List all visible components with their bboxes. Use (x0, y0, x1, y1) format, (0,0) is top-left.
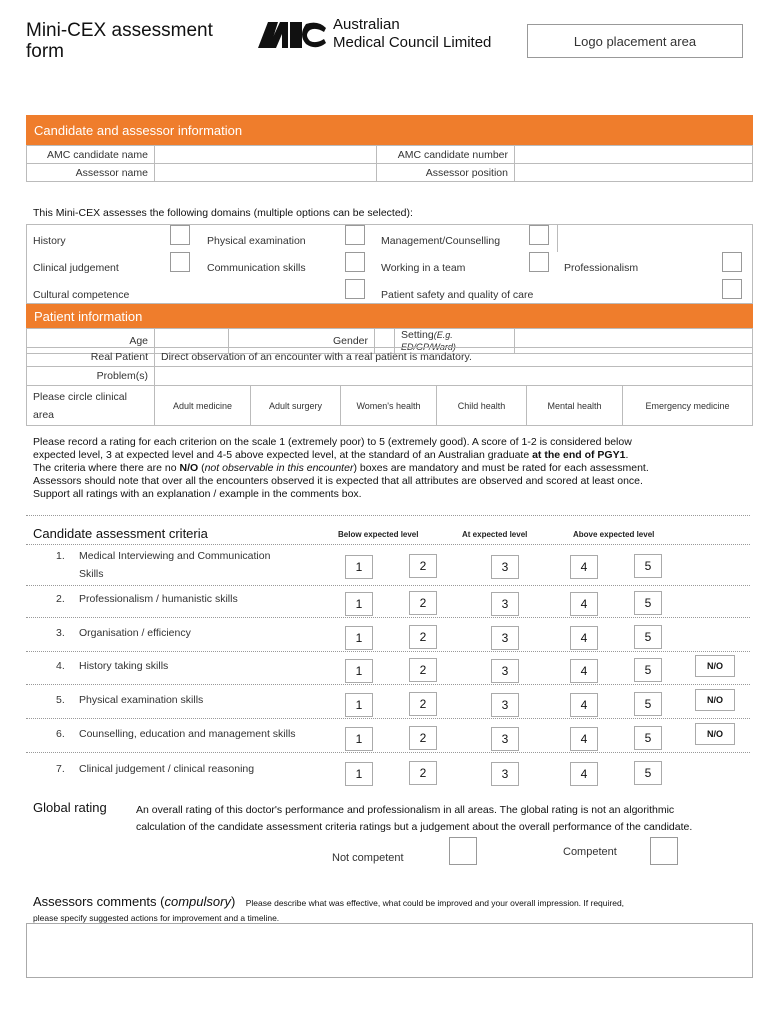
instructions-line1: Please record a rating for each criterion on the scale 1 (extremely poor) to 5 (extremely good). A score of 1-2 is considered below (33, 436, 632, 448)
area-adult-medicine[interactable]: Adult medicine (155, 386, 251, 426)
score-box-2[interactable]: 2 (409, 726, 437, 750)
score-box-5[interactable]: 5 (634, 726, 662, 750)
domain-cultural: Cultural competence (33, 289, 130, 301)
above-expected-label: Above expected level (573, 530, 655, 539)
score-box-1[interactable]: 1 (345, 762, 373, 786)
rating-instructions (33, 436, 733, 501)
comments-textarea[interactable] (26, 923, 753, 978)
criterion-label (79, 590, 238, 608)
setting-hint: (E.g. ED/GP/Ward) (401, 330, 456, 352)
domain-cultural-checkbox[interactable] (345, 279, 365, 299)
not-competent-checkbox[interactable] (449, 837, 477, 865)
criterion-row-rule (26, 585, 750, 586)
comments-compulsory: compulsory (164, 894, 231, 909)
comments-text1: Please describe what was effective, what could be improved and your overall impression. If required, (245, 898, 625, 908)
score-box-4[interactable]: 4 (570, 727, 598, 751)
criterion-number: 5. (56, 694, 65, 706)
criterion-label-line1: Organisation / efficiency (79, 627, 191, 639)
criterion-row-rule (26, 684, 750, 685)
age-label: Age (27, 329, 155, 354)
assessor-position-label: Assessor position (377, 164, 515, 182)
form-title-line1: Mini-CEX assessment (26, 20, 213, 41)
score-box-4[interactable]: 4 (570, 555, 598, 579)
comments-text2: please specify suggested actions for improvement and a timeline. (33, 913, 280, 923)
clinical-area-table (26, 385, 753, 426)
comments-heading (33, 893, 753, 923)
area-child-health[interactable]: Child health (437, 386, 527, 426)
assessor-name-label: Assessor name (27, 164, 155, 182)
problems-field[interactable] (155, 367, 753, 386)
score-box-5[interactable]: 5 (634, 554, 662, 578)
score-box-3[interactable]: 3 (491, 659, 519, 683)
criterion-label-line1: Medical Interviewing and Communication (79, 550, 271, 562)
global-rating-line2: calculation of the candidate assessment criteria ratings but a judgement about the overall performance of the candidate. (136, 821, 693, 833)
global-rating-line1: An overall rating of this doctor's performance and professionalism in all areas. The global rating is not an algorithmic (136, 804, 675, 816)
domain-physical-exam-checkbox[interactable] (345, 225, 365, 245)
candidate-name-field[interactable] (155, 146, 377, 164)
area-adult-surgery[interactable]: Adult surgery (251, 386, 341, 426)
criterion-label (79, 691, 203, 709)
score-box-3[interactable]: 3 (491, 727, 519, 751)
score-box-1[interactable]: 1 (345, 727, 373, 751)
real-patient-label: Real Patient (27, 348, 155, 367)
score-box-3[interactable]: 3 (491, 693, 519, 717)
criterion-label-line2: Skills (79, 568, 104, 580)
not-observed-box[interactable]: N/O (695, 689, 735, 711)
score-box-4[interactable]: 4 (570, 762, 598, 786)
domain-communication: Communication skills (207, 262, 306, 274)
below-expected-label: Below expected level (338, 530, 419, 539)
criterion-label-line1: Physical examination skills (79, 694, 204, 706)
criterion-label (79, 624, 191, 642)
score-box-4[interactable]: 4 (570, 693, 598, 717)
score-box-5[interactable]: 5 (634, 761, 662, 785)
domain-patient-safety: Patient safety and quality of care (381, 289, 534, 301)
candidate-info-table (26, 145, 753, 182)
score-box-2[interactable]: 2 (409, 658, 437, 682)
org-line1: Australian (333, 16, 400, 33)
form-title (26, 20, 213, 62)
criteria-header-rule (26, 544, 750, 545)
score-box-5[interactable]: 5 (634, 625, 662, 649)
clinical-area-label: Please circle clinical area (27, 386, 155, 426)
criterion-label (79, 760, 254, 778)
instructions-line3-e: ) boxes are mandatory and must be rated for each assessment. (353, 462, 649, 474)
score-box-3[interactable]: 3 (491, 555, 519, 579)
comments-title-close: ) (230, 894, 236, 909)
domain-teamwork: Working in a team (381, 262, 466, 274)
domain-patient-safety-checkbox[interactable] (722, 279, 742, 299)
comments-title: Assessors comments ( (33, 894, 165, 909)
score-box-4[interactable]: 4 (570, 626, 598, 650)
criterion-row-rule (26, 718, 750, 719)
domains-divider (557, 224, 558, 252)
domain-management-checkbox[interactable] (529, 225, 549, 245)
score-box-4[interactable]: 4 (570, 659, 598, 683)
domain-teamwork-checkbox[interactable] (529, 252, 549, 272)
criterion-row-rule (26, 617, 750, 618)
area-womens-health[interactable]: Women's health (341, 386, 437, 426)
criterion-label-line1: Professionalism / humanistic skills (79, 593, 238, 605)
domain-management: Management/Counselling (381, 235, 501, 247)
score-box-4[interactable]: 4 (570, 592, 598, 616)
criterion-number: 4. (56, 660, 65, 672)
score-box-1[interactable]: 1 (345, 659, 373, 683)
score-box-2[interactable]: 2 (409, 692, 437, 716)
instructions-not-observable: not observable in this encounter (204, 462, 354, 474)
criterion-number: 1. (56, 550, 65, 562)
competent-label: Competent (563, 846, 617, 858)
org-line2: Medical Council Limited (333, 34, 492, 51)
instructions-line2-end: . (625, 449, 629, 461)
criterion-label-line1: Counselling, education and management skills (79, 728, 296, 740)
area-mental-health[interactable]: Mental health (527, 386, 623, 426)
criterion-label (79, 725, 296, 743)
candidate-number-field[interactable] (515, 146, 753, 164)
domain-communication-checkbox[interactable] (345, 252, 365, 272)
instructions-line3 (33, 462, 733, 475)
not-observed-box[interactable]: N/O (695, 723, 735, 745)
area-emergency-medicine[interactable]: Emergency medicine (623, 386, 753, 426)
domain-history-checkbox[interactable] (170, 225, 190, 245)
score-box-1[interactable]: 1 (345, 626, 373, 650)
criterion-number: 3. (56, 627, 65, 639)
instructions-line5: Support all ratings with an explanation / example in the comments box. (33, 488, 362, 500)
not-observed-box[interactable]: N/O (695, 655, 735, 677)
real-patient-note: Direct observation of an encounter with a real patient is mandatory. (155, 348, 753, 367)
patient-detail-table (26, 347, 753, 386)
score-box-2[interactable]: 2 (409, 625, 437, 649)
domain-clinical-judgement: Clinical judgement (33, 262, 119, 274)
instructions-line4: Assessors should note that over all the encounters observed it is expected that all attributes are observed and scored at least once. (33, 475, 643, 487)
competent-checkbox[interactable] (650, 837, 678, 865)
score-box-5[interactable]: 5 (634, 658, 662, 682)
problems-label: Problem(s) (27, 367, 155, 386)
candidate-name-label: AMC candidate name (27, 146, 155, 164)
global-rating-text (136, 802, 692, 836)
score-box-2[interactable]: 2 (409, 761, 437, 785)
score-box-1[interactable]: 1 (345, 693, 373, 717)
criterion-row-rule (26, 651, 750, 652)
candidate-number-label: AMC candidate number (377, 146, 515, 164)
domain-professionalism-checkbox[interactable] (722, 252, 742, 272)
criteria-heading: Candidate assessment criteria (33, 526, 208, 541)
criterion-number: 6. (56, 728, 65, 740)
criterion-number: 7. (56, 763, 65, 775)
criterion-label-line1: History taking skills (79, 660, 169, 672)
domain-physical-exam: Physical examination (207, 235, 306, 247)
domain-clinical-judgement-checkbox[interactable] (170, 252, 190, 272)
criterion-label-line1: Clinical judgement / clinical reasoning (79, 763, 255, 775)
score-box-3[interactable]: 3 (491, 762, 519, 786)
instructions-line3-a: The criteria where there are no (33, 462, 180, 474)
form-title-line2: form (26, 41, 64, 62)
score-box-2[interactable]: 2 (409, 591, 437, 615)
score-box-1[interactable]: 1 (345, 592, 373, 616)
candidate-section-heading: Candidate and assessor information (26, 115, 753, 145)
patient-section-heading: Patient information (26, 304, 753, 328)
domains-intro: This Mini-CEX assesses the following domains (multiple options can be selected): (33, 207, 413, 219)
at-expected-label: At expected level (462, 530, 528, 539)
assessor-position-field[interactable] (515, 164, 753, 182)
score-box-1[interactable]: 1 (345, 555, 373, 579)
score-box-5[interactable]: 5 (634, 692, 662, 716)
assessor-name-field[interactable] (155, 164, 377, 182)
gender-label: Gender (229, 329, 375, 354)
score-box-3[interactable]: 3 (491, 626, 519, 650)
logo-placeholder: Logo placement area (527, 24, 743, 58)
instructions-line3-c: ( (198, 462, 205, 474)
instructions-pgy1: at the end of PGY1 (532, 449, 626, 461)
score-box-2[interactable]: 2 (409, 554, 437, 578)
criterion-number: 2. (56, 593, 65, 605)
setting-text: Setting (401, 329, 434, 341)
criteria-top-rule (26, 515, 750, 516)
instructions-no: N/O (179, 462, 199, 474)
criterion-label (79, 547, 270, 583)
score-box-5[interactable]: 5 (634, 591, 662, 615)
organisation-name (333, 16, 491, 52)
domain-professionalism: Professionalism (564, 262, 639, 274)
instructions-line2-text: expected level, 3 at expected level and 4-5 above expected level, at the standard of an Australian graduate (33, 449, 533, 461)
criterion-row-rule (26, 752, 750, 753)
global-rating-heading: Global rating (33, 800, 107, 815)
instructions-line2 (33, 449, 733, 462)
criterion-label (79, 657, 168, 675)
domain-history: History (33, 235, 66, 247)
amc-logo-icon (258, 22, 326, 48)
score-box-3[interactable]: 3 (491, 592, 519, 616)
not-competent-label: Not competent (332, 852, 404, 864)
